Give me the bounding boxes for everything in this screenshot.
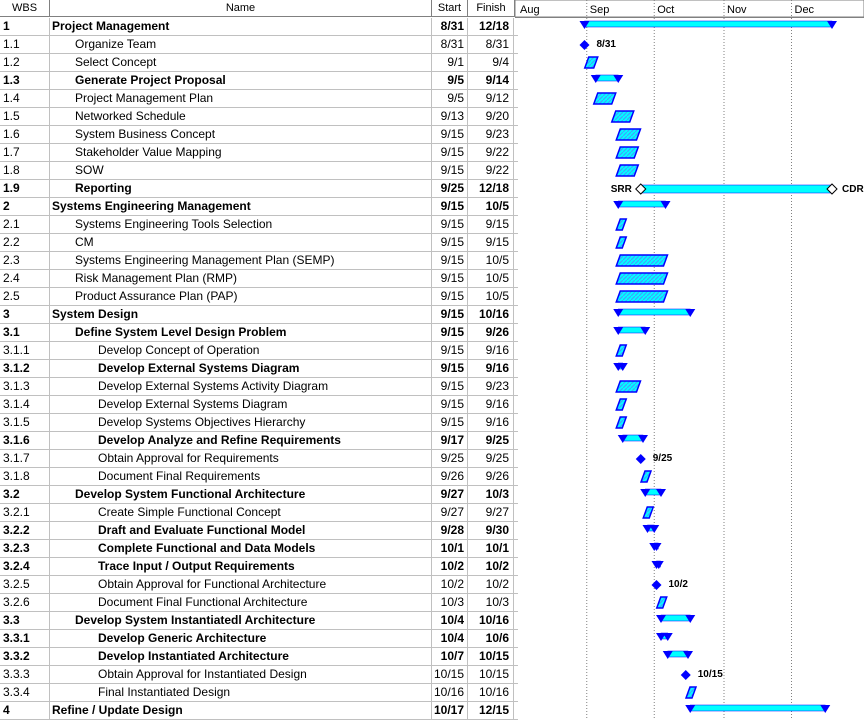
gantt-chart xyxy=(515,0,864,720)
start-cell[interactable]: 9/15 xyxy=(432,252,468,270)
start-cell[interactable]: 9/25 xyxy=(432,450,468,468)
table-row[interactable] xyxy=(0,504,518,522)
finish-cell[interactable]: 9/30 xyxy=(468,522,514,540)
cdr-label: CDR xyxy=(842,184,864,195)
finish-cell[interactable]: 10/16 xyxy=(468,306,514,324)
table-row[interactable] xyxy=(0,306,518,324)
wbs-cell[interactable]: 3.1.8 xyxy=(0,468,50,486)
finish-cell[interactable]: 12/18 xyxy=(468,180,514,198)
start-cell[interactable]: 9/15 xyxy=(432,144,468,162)
finish-cell[interactable]: 9/23 xyxy=(468,126,514,144)
finish-cell[interactable]: 9/15 xyxy=(468,216,514,234)
start-cell[interactable]: 9/15 xyxy=(432,414,468,432)
start-cell[interactable]: 9/15 xyxy=(432,234,468,252)
wbs-cell[interactable]: 2.5 xyxy=(0,288,50,306)
name-cell[interactable]: System Design xyxy=(50,306,432,324)
name-cell[interactable]: Obtain Approval for Requirements xyxy=(50,450,432,468)
name-cell[interactable]: Develop Concept of Operation xyxy=(50,342,432,360)
start-cell[interactable]: 10/2 xyxy=(432,576,468,594)
table-row[interactable] xyxy=(0,234,518,252)
reporting-bar xyxy=(641,185,832,193)
start-cell[interactable]: 8/31 xyxy=(432,36,468,54)
wbs-cell[interactable]: 3.2.6 xyxy=(0,594,50,612)
start-cell[interactable]: 10/17 xyxy=(432,702,468,720)
wbs-cell[interactable]: 3.1.2 xyxy=(0,360,50,378)
wbs-cell[interactable]: 3.2 xyxy=(0,486,50,504)
finish-cell[interactable]: 10/5 xyxy=(468,198,514,216)
header-start[interactable]: Start xyxy=(432,0,468,17)
name-cell[interactable]: Create Simple Functional Concept xyxy=(50,504,432,522)
table-row[interactable] xyxy=(0,414,518,432)
start-cell[interactable]: 9/5 xyxy=(432,72,468,90)
table-row[interactable] xyxy=(0,666,518,684)
start-cell[interactable]: 9/28 xyxy=(432,522,468,540)
table-row[interactable] xyxy=(0,144,518,162)
task-bar xyxy=(616,399,626,410)
name-cell[interactable]: Product Assurance Plan (PAP) xyxy=(50,288,432,306)
finish-cell[interactable]: 9/16 xyxy=(468,360,514,378)
milestone-marker xyxy=(580,40,590,50)
start-cell[interactable]: 9/15 xyxy=(432,324,468,342)
table-row[interactable] xyxy=(0,126,518,144)
name-cell[interactable]: Systems Engineering Tools Selection xyxy=(50,216,432,234)
wbs-cell[interactable]: 3.1 xyxy=(0,324,50,342)
table-row[interactable] xyxy=(0,270,518,288)
finish-cell[interactable]: 9/20 xyxy=(468,108,514,126)
finish-cell[interactable]: 10/5 xyxy=(468,270,514,288)
table-row[interactable] xyxy=(0,360,518,378)
finish-cell[interactable]: 10/15 xyxy=(468,666,514,684)
name-cell[interactable]: Stakeholder Value Mapping xyxy=(50,144,432,162)
task-bar xyxy=(616,381,640,392)
wbs-cell[interactable]: 3.1.3 xyxy=(0,378,50,396)
wbs-cell[interactable]: 1.2 xyxy=(0,54,50,72)
finish-cell[interactable]: 9/26 xyxy=(468,324,514,342)
start-cell[interactable]: 9/5 xyxy=(432,90,468,108)
start-cell[interactable]: 9/15 xyxy=(432,342,468,360)
summary-bar xyxy=(585,21,833,27)
wbs-cell[interactable]: 1.4 xyxy=(0,90,50,108)
wbs-cell[interactable]: 2.4 xyxy=(0,270,50,288)
name-cell[interactable]: Select Concept xyxy=(50,54,432,72)
month-label: Oct xyxy=(657,4,675,16)
wbs-cell[interactable]: 2.1 xyxy=(0,216,50,234)
table-row[interactable] xyxy=(0,432,518,450)
task-bar xyxy=(616,417,626,428)
table-row[interactable] xyxy=(0,162,518,180)
name-cell[interactable]: CM xyxy=(50,234,432,252)
finish-cell[interactable]: 9/14 xyxy=(468,72,514,90)
wbs-cell[interactable]: 3.2.1 xyxy=(0,504,50,522)
milestone-label: 10/15 xyxy=(697,669,723,680)
start-cell[interactable]: 10/16 xyxy=(432,684,468,702)
header-name[interactable]: Name xyxy=(50,0,432,17)
wbs-cell[interactable]: 1.1 xyxy=(0,36,50,54)
name-cell[interactable]: Project Management xyxy=(50,18,432,36)
finish-cell[interactable]: 10/3 xyxy=(468,594,514,612)
wbs-cell[interactable]: 3.3.2 xyxy=(0,648,50,666)
task-bar xyxy=(686,687,696,698)
name-cell[interactable]: Final Instantiated Design xyxy=(50,684,432,702)
task-bar xyxy=(616,219,626,230)
name-cell[interactable]: Develop Instantiated Architecture xyxy=(50,648,432,666)
table-row[interactable] xyxy=(0,396,518,414)
start-cell[interactable]: 9/15 xyxy=(432,288,468,306)
name-cell[interactable]: Generate Project Proposal xyxy=(50,72,432,90)
finish-cell[interactable]: 8/31 xyxy=(468,36,514,54)
start-cell[interactable]: 10/2 xyxy=(432,558,468,576)
name-cell[interactable]: Project Management Plan xyxy=(50,90,432,108)
name-cell[interactable]: Develop System Functional Architecture xyxy=(50,486,432,504)
wbs-cell[interactable]: 3.3 xyxy=(0,612,50,630)
wbs-cell[interactable]: 3.3.3 xyxy=(0,666,50,684)
start-cell[interactable]: 9/27 xyxy=(432,504,468,522)
task-bar xyxy=(657,597,667,608)
month-label: Sep xyxy=(589,4,610,16)
table-row[interactable] xyxy=(0,36,518,54)
finish-cell[interactable]: 10/15 xyxy=(468,648,514,666)
table-row[interactable] xyxy=(0,18,518,36)
table-row[interactable] xyxy=(0,594,518,612)
start-cell[interactable]: 9/25 xyxy=(432,180,468,198)
start-cell[interactable]: 9/15 xyxy=(432,126,468,144)
wbs-cell[interactable]: 3.3.4 xyxy=(0,684,50,702)
table-row[interactable] xyxy=(0,522,518,540)
wbs-cell[interactable]: 3.1.6 xyxy=(0,432,50,450)
wbs-cell[interactable]: 1.8 xyxy=(0,162,50,180)
name-cell[interactable]: Define System Level Design Problem xyxy=(50,324,432,342)
start-cell[interactable]: 9/1 xyxy=(432,54,468,72)
wbs-cell[interactable]: 1 xyxy=(0,18,50,36)
summary-bar xyxy=(618,309,690,315)
table-row[interactable] xyxy=(0,468,518,486)
month-label: Nov xyxy=(727,4,747,16)
finish-cell[interactable]: 9/25 xyxy=(468,450,514,468)
table-row[interactable] xyxy=(0,684,518,702)
task-bar xyxy=(643,507,653,518)
task-bar xyxy=(616,237,626,248)
finish-cell[interactable]: 10/16 xyxy=(468,612,514,630)
task-bar xyxy=(612,111,634,122)
finish-cell[interactable]: 10/2 xyxy=(468,558,514,576)
finish-cell[interactable]: 10/16 xyxy=(468,684,514,702)
srr-label: SRR xyxy=(610,184,632,195)
summary-bar xyxy=(618,201,665,207)
table-row[interactable] xyxy=(0,648,518,666)
table-row[interactable] xyxy=(0,180,518,198)
milestone-marker xyxy=(652,580,662,590)
task-bar xyxy=(616,255,667,266)
start-cell[interactable]: 9/15 xyxy=(432,306,468,324)
table-row[interactable] xyxy=(0,576,518,594)
wbs-cell[interactable]: 3 xyxy=(0,306,50,324)
milestone-marker xyxy=(636,454,646,464)
wbs-cell[interactable]: 1.9 xyxy=(0,180,50,198)
table-row[interactable] xyxy=(0,252,518,270)
name-cell[interactable]: Develop Generic Architecture xyxy=(50,630,432,648)
finish-cell[interactable]: 9/12 xyxy=(468,90,514,108)
table-row[interactable] xyxy=(0,630,518,648)
task-bar xyxy=(616,147,638,158)
table-row[interactable] xyxy=(0,216,518,234)
table-row[interactable] xyxy=(0,540,518,558)
start-cell[interactable]: 9/15 xyxy=(432,198,468,216)
start-cell[interactable]: 9/15 xyxy=(432,396,468,414)
start-cell[interactable]: 9/15 xyxy=(432,378,468,396)
finish-cell[interactable]: 9/16 xyxy=(468,396,514,414)
wbs-cell[interactable]: 2.2 xyxy=(0,234,50,252)
finish-cell[interactable]: 9/25 xyxy=(468,432,514,450)
start-cell[interactable]: 8/31 xyxy=(432,18,468,36)
task-bar xyxy=(585,57,598,68)
wbs-cell[interactable]: 3.1.4 xyxy=(0,396,50,414)
milestone-marker xyxy=(681,670,691,680)
wbs-cell[interactable]: 3.2.2 xyxy=(0,522,50,540)
name-cell[interactable]: Obtain Approval for Instantiated Design xyxy=(50,666,432,684)
summary-bar xyxy=(690,705,825,711)
start-cell[interactable]: 9/26 xyxy=(432,468,468,486)
name-cell[interactable]: Systems Engineering Management xyxy=(50,198,432,216)
start-cell[interactable]: 9/15 xyxy=(432,360,468,378)
finish-cell[interactable]: 9/27 xyxy=(468,504,514,522)
table-row[interactable] xyxy=(0,702,518,720)
finish-cell[interactable]: 9/22 xyxy=(468,144,514,162)
wbs-cell[interactable]: 4 xyxy=(0,702,50,720)
finish-cell[interactable]: 12/15 xyxy=(468,702,514,720)
name-cell[interactable]: Complete Functional and Data Models xyxy=(50,540,432,558)
task-bar xyxy=(616,129,640,140)
table-row[interactable] xyxy=(0,558,518,576)
wbs-cell[interactable]: 3.2.5 xyxy=(0,576,50,594)
name-cell[interactable]: Organize Team xyxy=(50,36,432,54)
name-cell[interactable]: Trace Input / Output Requirements xyxy=(50,558,432,576)
start-cell[interactable]: 9/15 xyxy=(432,270,468,288)
header-wbs[interactable]: WBS xyxy=(0,0,50,17)
wbs-cell[interactable]: 1.6 xyxy=(0,126,50,144)
wbs-cell[interactable]: 3.2.3 xyxy=(0,540,50,558)
finish-cell[interactable]: 9/4 xyxy=(468,54,514,72)
name-cell[interactable]: Develop External Systems Activity Diagram xyxy=(50,378,432,396)
finish-cell[interactable]: 9/15 xyxy=(468,234,514,252)
finish-cell[interactable]: 10/5 xyxy=(468,252,514,270)
finish-cell[interactable]: 10/5 xyxy=(468,288,514,306)
table-row[interactable] xyxy=(0,54,518,72)
task-bar xyxy=(616,345,626,356)
name-cell[interactable]: SOW xyxy=(50,162,432,180)
gantt-timeline xyxy=(515,0,864,720)
name-cell[interactable]: Develop Systems Objectives Hierarchy xyxy=(50,414,432,432)
name-cell[interactable]: Reporting xyxy=(50,180,432,198)
milestone-label: 9/25 xyxy=(652,453,673,464)
start-cell[interactable]: 10/4 xyxy=(432,630,468,648)
table-row[interactable] xyxy=(0,612,518,630)
finish-cell[interactable]: 9/23 xyxy=(468,378,514,396)
start-cell[interactable]: 9/27 xyxy=(432,486,468,504)
wbs-cell[interactable]: 3.1.5 xyxy=(0,414,50,432)
start-cell[interactable]: 9/15 xyxy=(432,162,468,180)
milestone-label: 10/2 xyxy=(668,579,688,590)
name-cell[interactable]: Systems Engineering Management Plan (SEMP) xyxy=(50,252,432,270)
name-cell[interactable]: Develop External Systems Diagram xyxy=(50,360,432,378)
name-cell[interactable]: Networked Schedule xyxy=(50,108,432,126)
table-row[interactable] xyxy=(0,324,518,342)
task-bar xyxy=(594,93,616,104)
finish-cell[interactable]: 12/18 xyxy=(468,18,514,36)
start-cell[interactable]: 10/15 xyxy=(432,666,468,684)
wbs-cell[interactable]: 1.7 xyxy=(0,144,50,162)
wbs-cell[interactable]: 3.2.4 xyxy=(0,558,50,576)
wbs-cell[interactable]: 3.3.1 xyxy=(0,630,50,648)
finish-cell[interactable]: 9/16 xyxy=(468,414,514,432)
finish-cell[interactable]: 10/1 xyxy=(468,540,514,558)
milestone-label: 8/31 xyxy=(596,39,616,50)
month-label: Dec xyxy=(794,4,815,16)
name-cell[interactable]: Develop Analyze and Refine Requirements xyxy=(50,432,432,450)
name-cell[interactable]: Document Final Requirements xyxy=(50,468,432,486)
table-row[interactable] xyxy=(0,198,518,216)
finish-cell[interactable]: 9/22 xyxy=(468,162,514,180)
wbs-cell[interactable]: 3.1.7 xyxy=(0,450,50,468)
name-cell[interactable]: Document Final Functional Architecture xyxy=(50,594,432,612)
start-cell[interactable]: 9/17 xyxy=(432,432,468,450)
name-cell[interactable]: Develop System Instantiatedl Architecture xyxy=(50,612,432,630)
wbs-cell[interactable]: 1.3 xyxy=(0,72,50,90)
table-row[interactable] xyxy=(0,90,518,108)
wbs-cell[interactable]: 2.3 xyxy=(0,252,50,270)
table-row[interactable] xyxy=(0,450,518,468)
start-cell[interactable]: 9/15 xyxy=(432,216,468,234)
table-row[interactable] xyxy=(0,486,518,504)
table-row[interactable] xyxy=(0,378,518,396)
finish-cell[interactable]: 10/3 xyxy=(468,486,514,504)
finish-cell[interactable]: 10/6 xyxy=(468,630,514,648)
name-cell[interactable]: Obtain Approval for Functional Architecture xyxy=(50,576,432,594)
start-cell[interactable]: 10/3 xyxy=(432,594,468,612)
wbs-cell[interactable]: 3.1.1 xyxy=(0,342,50,360)
finish-cell[interactable]: 9/16 xyxy=(468,342,514,360)
month-label: Aug xyxy=(520,4,540,16)
finish-cell[interactable]: 9/26 xyxy=(468,468,514,486)
table-row[interactable] xyxy=(0,72,518,90)
table-row[interactable] xyxy=(0,342,518,360)
task-bar xyxy=(616,165,638,176)
task-bar xyxy=(616,291,667,302)
start-cell[interactable]: 10/7 xyxy=(432,648,468,666)
name-cell[interactable]: System Business Concept xyxy=(50,126,432,144)
finish-cell[interactable]: 10/2 xyxy=(468,576,514,594)
name-cell[interactable]: Risk Management Plan (RMP) xyxy=(50,270,432,288)
task-bar xyxy=(641,471,651,482)
table-row[interactable] xyxy=(0,108,518,126)
start-cell[interactable]: 10/4 xyxy=(432,612,468,630)
name-cell[interactable]: Refine / Update Design xyxy=(50,702,432,720)
start-cell[interactable]: 9/13 xyxy=(432,108,468,126)
task-bar xyxy=(616,273,667,284)
wbs-cell[interactable]: 2 xyxy=(0,198,50,216)
start-cell[interactable]: 10/1 xyxy=(432,540,468,558)
wbs-cell[interactable]: 1.5 xyxy=(0,108,50,126)
name-cell[interactable]: Draft and Evaluate Functional Model xyxy=(50,522,432,540)
header-finish[interactable]: Finish xyxy=(468,0,515,17)
name-cell[interactable]: Develop External Systems Diagram xyxy=(50,396,432,414)
table-row[interactable] xyxy=(0,288,518,306)
